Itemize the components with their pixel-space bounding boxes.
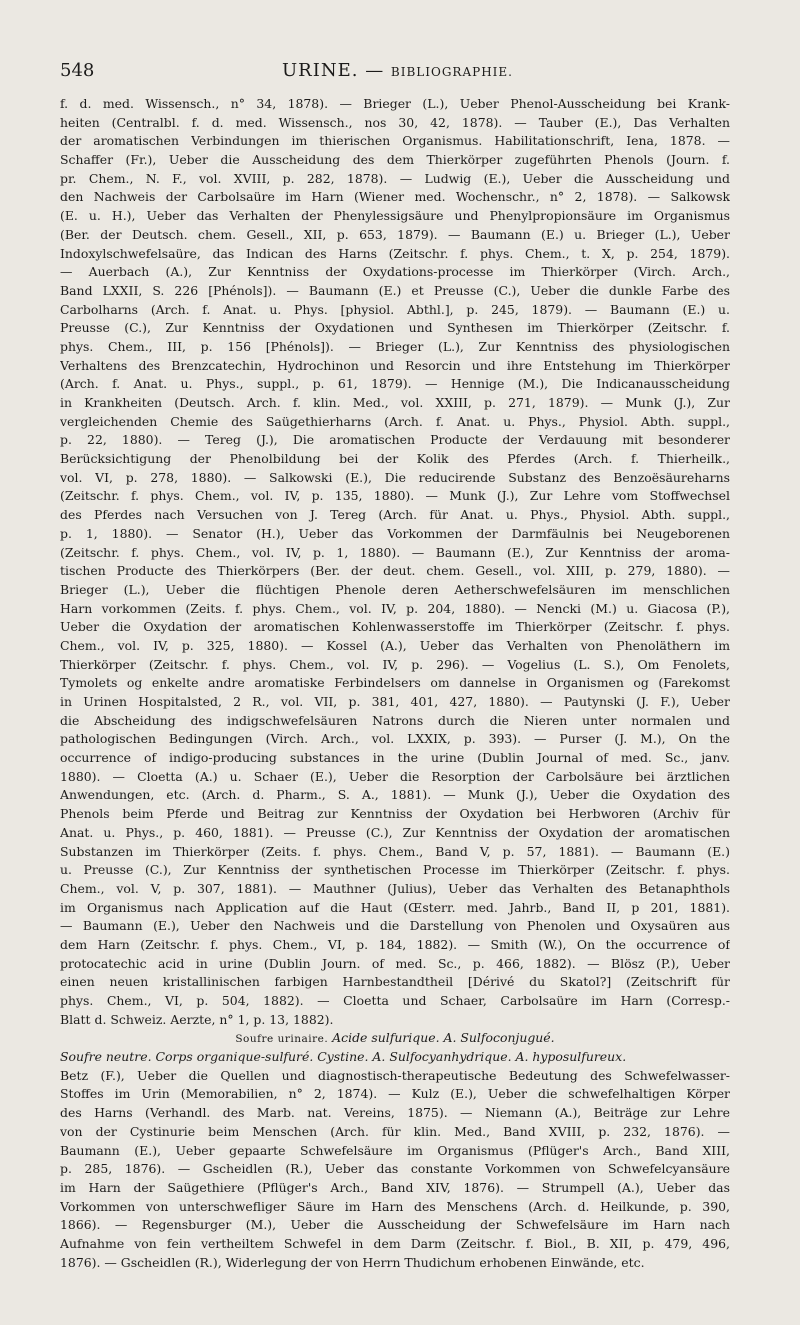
text-line: f. d. med. Wissensch., n° 34, 1878). — Brieger (L.), Ueber Phenol-Ausscheidung bei Krank- bbox=[60, 96, 730, 111]
text-line: den Nachweis der Carbolsaüre im Harn (Wiener med. Wochenschr., n° 2, 1878). — Salkowsk bbox=[60, 189, 730, 205]
text-line: (Zeitschr. f. phys. Chem., vol. IV, p. 1, 1880). — Baumann (E.), Zur Kenntniss der aroma- bbox=[60, 544, 730, 560]
text-line: Chem., vol. V, p. 307, 1881). — Mauthner (Julius), Ueber das Verhalten des Betanaphthols bbox=[60, 880, 730, 896]
text-line: Schaffer (Fr.), Ueber die Ausscheidung des dem Thierkörper zugeführten Phenols (Journ. f. bbox=[60, 152, 730, 168]
text-line: Chem., vol. IV, p. 325, 1880). — Kossel (A.), Ueber das Verhalten von Phenoläthern im bbox=[60, 637, 730, 653]
text-line: Anat. u. Phys., p. 460, 1881). — Preusse (C.), Zur Kenntniss der Oxydation der aromatischen bbox=[60, 824, 730, 840]
running-title-dash: — bbox=[365, 60, 385, 81]
running-title bbox=[282, 60, 513, 81]
text-line: phys. Chem., III, p. 156 [Phénols]). — Brieger (L.), Zur Kenntniss des physiologischen bbox=[60, 338, 730, 354]
text-line: dem Harn (Zeitschr. f. phys. Chem., VI, p. 184, 1882). — Smith (W.), On the occurrence of bbox=[60, 936, 730, 952]
text-line: Baumann (E.), Ueber gepaarte Schwefelsäure im Organismus (Pflüger's Arch., Band XIII, bbox=[60, 1142, 730, 1158]
text-line: Ueber die Oxydation der aromatischen Kohlenwasserstoffe im Thierkörper (Zeitschr. f. phys. bbox=[60, 619, 730, 635]
section-subheading: Soufre neutre. Corps organique-sulfuré. Cystine. A. Sulfocyanhydrique. A. hyposulfureux. bbox=[60, 1049, 627, 1065]
text-line: Berücksichtigung der Phenolbildung bei der Kolik des Pferdes (Arch. f. Thierheilk., bbox=[60, 451, 730, 467]
text-line: Phenols beim Pferde und Beitrag zur Kenntniss der Oxydation bei Herbworen (Archiv für bbox=[60, 806, 730, 822]
text-line: Band LXXII, S. 226 [Phénols]). — Baumann (E.) et Preusse (C.), Ueber die dunkle Farbe des bbox=[60, 282, 730, 298]
text-line: (Zeitschr. f. phys. Chem., vol. IV, p. 135, 1880). — Munk (J.), Zur Lehre vom Stoffwechsel bbox=[60, 488, 730, 504]
text-line: Preusse (C.), Zur Kenntniss der Oxydationen und Synthesen im Thierkörper (Zeitschr. f. bbox=[60, 320, 730, 336]
text-line: u. Preusse (C.), Zur Kenntniss der synthetischen Processe im Thierkörper (Zeitschr. f. phys. bbox=[60, 862, 730, 878]
text-line: pathologischen Bedingungen (Virch. Arch., vol. LXXIX, p. 393). — Purser (J. M.), On the bbox=[60, 731, 730, 747]
text-line: des Harns (Verhandl. des Marb. nat. Vereins, 1875). — Niemann (A.), Beiträge zur Lehre bbox=[60, 1105, 730, 1121]
text-line: Anwendungen, etc. (Arch. d. Pharm., S. A., 1881). — Munk (J.), Ueber die Oxydation des bbox=[60, 787, 730, 803]
text-line: Vorkommen von unterschwefliger Säure im Harn des Menschens (Arch. d. Heilkunde, p. 390, bbox=[60, 1198, 730, 1214]
bibliography-block-sulfur bbox=[60, 1067, 730, 1254]
text-line: (Ber. der Deutsch. chem. Gesell., XII, p. 653, 1879). — Baumann (E.) u. Brieger (L.), Ueber bbox=[60, 226, 730, 242]
text-line: Harn vorkommen (Zeits. f. phys. Chem., vol. IV, p. 204, 1880). — Nencki (M.) u. Giacosa (P.), bbox=[60, 600, 730, 616]
text-line: Betz (F.), Ueber die Quellen und diagnostisch-therapeutische Bedeutung des Schwefelwasser- bbox=[60, 1067, 730, 1083]
text-line: einen neuen kristallinischen farbigen Harnbestandtheil [Dérivé du Skatol?] (Zeitschrift für bbox=[60, 974, 730, 990]
text-line: im Harn der Saügethiere (Pflüger's Arch., Band XIV, 1876). — Strumpell (A.), Ueber das bbox=[60, 1179, 730, 1195]
section-heading-rest: Acide sulfurique. A. Sulfoconjugué. bbox=[332, 1030, 555, 1046]
text-line: des Pferdes nach Versuchen von J. Tereg (Arch. für Anat. u. Phys., Physiol. Abth. suppl., bbox=[60, 507, 730, 523]
text-line: p. 22, 1880). — Tereg (J.), Die aromatischen Producte der Verdauung mit besonderer bbox=[60, 432, 730, 448]
text-line: von der Cystinurie beim Menschen (Arch. für klin. Med., Band XVIII, p. 232, 1876). — bbox=[60, 1123, 730, 1139]
text-line: Brieger (L.), Ueber die flüchtigen Phenole deren Aetherschwefelsäuren im menschlichen bbox=[60, 581, 730, 597]
text-line: Indoxylschwefelsaüre, das Indican des Harns (Zeitschr. f. phys. Chem., t. X, p. 254, 1879). bbox=[60, 245, 730, 261]
text-line: in Urinen Hospitalsted, 2 R., vol. VII, p. 381, 401, 427, 1880). — Pautynski (J. F.), Ueber bbox=[60, 694, 730, 709]
section-heading-label: Soufre urinaire. bbox=[235, 1033, 329, 1046]
text-line: protocatechic acid in urine (Dublin Journ. of med. Sc., p. 466, 1882). — Blösz (P.), Ueber bbox=[60, 955, 730, 971]
section-heading bbox=[60, 1029, 730, 1048]
text-line: phys. Chem., VI, p. 504, 1882). — Cloetta und Schaer, Carbolsaüre im Harn (Corresp.- bbox=[60, 993, 730, 1008]
text-line: die Abscheidung des indigschwefelsäuren Natrons durch die Nieren unter normalen und bbox=[60, 712, 730, 728]
running-title-main: URINE. bbox=[282, 60, 359, 81]
text-line: vol. VI, p. 278, 1880). — Salkowski (E.), Die reducirende Substanz des Benzoësäureharns bbox=[60, 469, 730, 485]
text-line: — Baumann (E.), Ueber den Nachweis und die Darstellung von Phenolen und Oxysaüren aus bbox=[60, 918, 730, 934]
text-line: 1866). — Regensburger (M.), Ueber die Ausscheidung der Schwefelsäure im Harn nach bbox=[60, 1217, 730, 1233]
bibliography-block-phenols bbox=[60, 95, 730, 1011]
page-number: 548 bbox=[60, 60, 95, 81]
text-line: p. 1, 1880). — Senator (H.), Ueber das Vorkommen der Darmfäulnis bei Neugeborenen bbox=[60, 525, 730, 541]
text-line: pr. Chem., N. F., vol. XVIII, p. 282, 1878). — Ludwig (E.), Ueber die Ausscheidung und bbox=[60, 170, 730, 186]
text-line: p. 285, 1876). — Gscheidlen (R.), Ueber das constante Vorkommen von Schwefelcyansäure bbox=[60, 1161, 730, 1177]
text-line: occurrence of indigo-producing substances in the urine (Dublin Journal of med. Sc., janv. bbox=[60, 750, 730, 766]
page-header bbox=[60, 60, 750, 86]
running-title-sub: BIBLIOGRAPHIE. bbox=[390, 65, 513, 79]
text-line: Blatt d. Schweiz. Aerzte, n° 1, p. 13, 1882). bbox=[60, 1011, 334, 1027]
text-line: Substanzen im Thierkörper (Zeits. f. phys. Chem., Band V, p. 57, 1881). — Baumann (E.) bbox=[60, 843, 730, 859]
text-line: der aromatischen Verbindungen im thierischen Organismus. Habilitationschrift, Iena, 1878. — bbox=[60, 133, 730, 149]
text-line: 1876). — Gscheidlen (R.), Widerlegung der von Herrn Thudichum erhobenen Einwände, etc. bbox=[60, 1254, 645, 1270]
text-line: 1880). — Cloetta (A.) u. Schaer (E.), Ueber die Resorption der Carbolsäure bei ärztlichen bbox=[60, 768, 730, 784]
text-line: vergleichenden Chemie des Saügethierharns (Arch. f. Anat. u. Phys., Physiol. Abth. suppl., bbox=[60, 413, 730, 429]
text-line: im Organismus nach Application auf die Haut (Œsterr. med. Jahrb., Band II, p 201, 1881). bbox=[60, 899, 730, 915]
text-line: heiten (Centralbl. f. d. med. Wissensch., nos 30, 42, 1878). — Tauber (E.), Das Verhalten bbox=[60, 114, 730, 130]
text-line: Tymolets og enkelte andre aromatiske Ferbindelsers om dannelse in Organismen og (Farekomst bbox=[60, 675, 730, 691]
text-line: (E. u. H.), Ueber das Verhalten der Phenylessigsäure und Phenylpropionsäure im Organismus bbox=[60, 208, 730, 224]
text-line: in Krankheiten (Deutsch. Arch. f. klin. Med., vol. XXIII, p. 271, 1879). — Munk (J.), Zur bbox=[60, 395, 730, 410]
bibliography-text bbox=[60, 95, 730, 1272]
text-line: Aufnahme von fein vertheiltem Schwefel in dem Darm (Zeitschr. f. Biol., B. XII, p. 479, 496, bbox=[60, 1235, 730, 1251]
text-line: Thierkörper (Zeitschr. f. phys. Chem., vol. IV, p. 296). — Vogelius (L. S.), Om Fenolets, bbox=[60, 656, 730, 672]
text-line: (Arch. f. Anat. u. Phys., suppl., p. 61, 1879). — Hennige (M.), Die Indicanausscheidung bbox=[60, 376, 730, 392]
text-line: Stoffes im Urin (Memorabilien, n° 2, 1874). — Kulz (E.), Ueber die schwefelhaltigen Körper bbox=[60, 1086, 730, 1102]
text-line: Verhaltens des Brenzcatechin, Hydrochinon und Resorcin und ihre Entstehung im Thierkörper bbox=[60, 357, 730, 373]
text-line: tischen Producte des Thierkörpers (Ber. der deut. chem. Gesell., vol. XIII, p. 279, 1880). — bbox=[60, 563, 730, 579]
text-line: — Auerbach (A.), Zur Kenntniss der Oxydations-processe im Thierkörper (Virch. Arch., bbox=[60, 264, 730, 280]
text-line: Carbolharns (Arch. f. Anat. u. Phys. [physiol. Abthl.], p. 245, 1879). — Baumann (E.) u. bbox=[60, 301, 730, 317]
